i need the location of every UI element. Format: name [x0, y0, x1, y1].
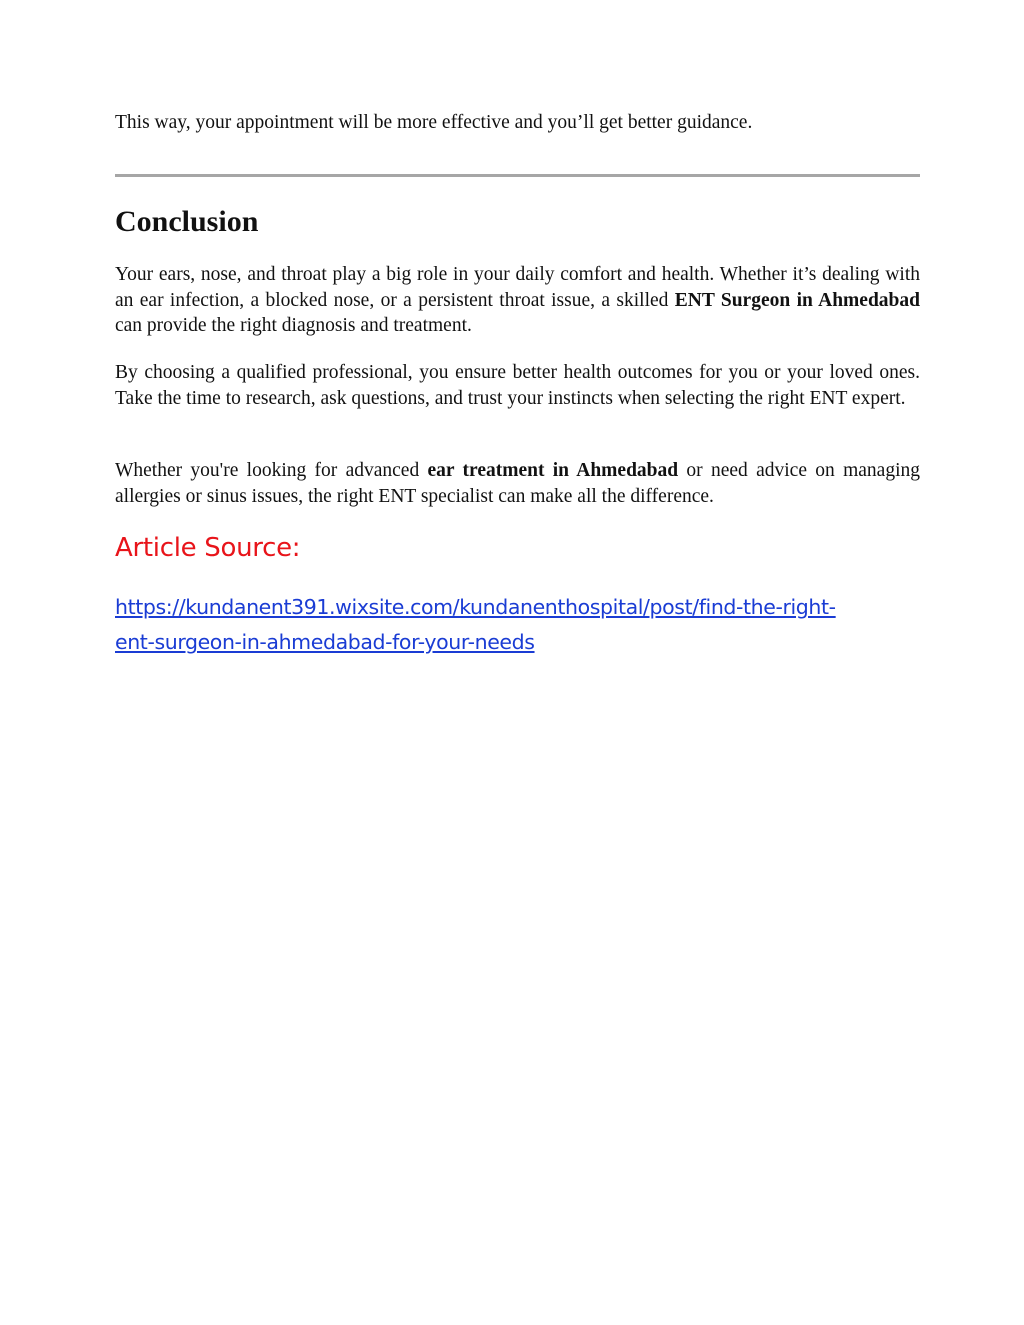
p3-bold-keyword: ear treatment in Ahmedabad: [427, 460, 679, 481]
p1-text-after: can provide the right diagnosis and treatment.: [115, 315, 472, 336]
conclusion-paragraph-1: [115, 262, 920, 339]
intro-paragraph: This way, your appointment will be more effective and you’ll get better guidance.: [115, 112, 753, 133]
section-divider: [115, 174, 920, 177]
article-source-heading: Article Source:: [115, 533, 301, 563]
article-source-link-line-1[interactable]: https://kundanent391.wixsite.com/kundanenthospital/post/find-the-right-: [115, 595, 836, 619]
conclusion-paragraph-3: [115, 458, 920, 509]
p3-text-before: Whether you're looking for advanced: [115, 460, 428, 481]
article-source-link[interactable]: [115, 590, 920, 660]
conclusion-heading: Conclusion: [115, 205, 259, 238]
p3-text-after: or need advice on managing allergies or sinus issues, the right ENT specialist can make all the difference.: [115, 460, 920, 507]
p1-bold-keyword: ENT Surgeon in Ahmedabad: [674, 289, 920, 311]
article-source-link-line-2[interactable]: ent-surgeon-in-ahmedabad-for-your-needs: [115, 630, 535, 654]
conclusion-paragraph-2: By choosing a qualified professional, you ensure better health outcomes for you or your loved ones. Take the time to research, ask questions, and trust your instincts when selecting the right ENT expert.: [115, 362, 920, 409]
p1-text-before: Your ears, nose, and throat play a big role in your daily comfort and health. Whether it’s dealing with an ear infection, a blocked nose, or a persistent throat issue, a skilled: [115, 264, 920, 311]
